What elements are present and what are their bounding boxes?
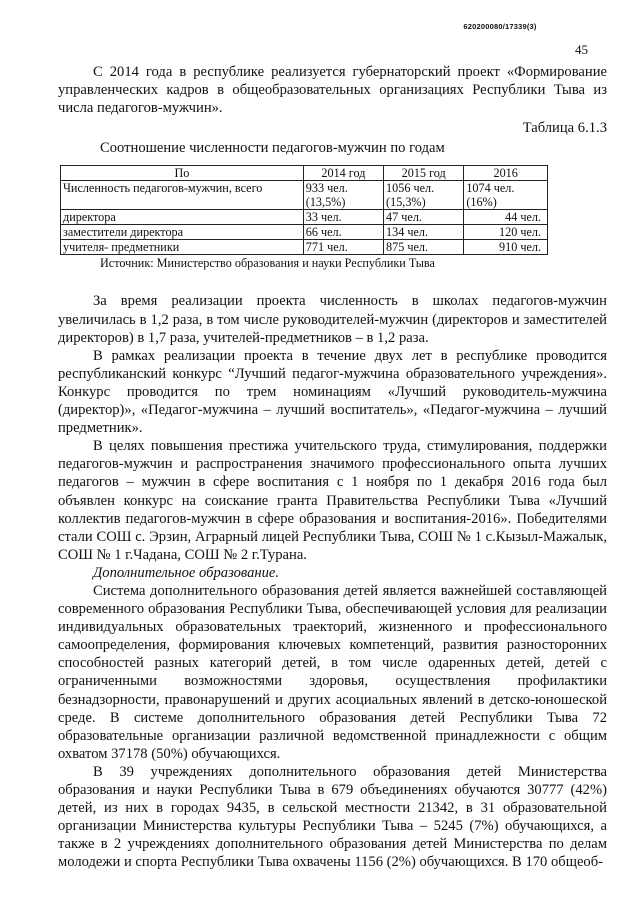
table-title: Соотношение численности педагогов-мужчин по годам: [100, 140, 445, 157]
table-cell: 44 чел.: [464, 210, 548, 225]
table-header-cell: 2015 год: [384, 166, 464, 181]
intro-paragraph: С 2014 года в республике реализуется губернаторский проект «Формирование управленческих кадров в общеобразовательных организациях Республики Тыва из числа педагогов-мужчин».: [58, 64, 607, 117]
table-caption: Таблица 6.1.3: [522, 120, 607, 137]
table-source: Источник: Министерство образования и науки Республики Тыва: [100, 256, 435, 271]
table-row: [61, 240, 548, 255]
table-cell: заместители директора: [61, 225, 304, 240]
table-cell: 120 чел.: [464, 225, 548, 240]
teachers-table: [60, 165, 548, 255]
paragraph: В рамках реализации проекта в течение двух лет в республике проводится республиканский конкурс “Лучший педагог-мужчина образовательного учреждения». Конкурс проводится по трем номинациям «Лучший руководитель-мужчина (директор)», «Педагог-мужчина – лучший воспитатель», «Педагог-мужчина – лучший предметник».: [58, 347, 607, 437]
table-header-row: [61, 166, 548, 181]
table-cell: 47 чел.: [384, 210, 464, 225]
table-header-cell: 2014 год: [303, 166, 383, 181]
table-cell: 1056 чел. (15,3%): [384, 181, 464, 210]
document-id: 620200080/17339(3): [463, 22, 537, 31]
table-cell: 33 чел.: [303, 210, 383, 225]
table-row: [61, 210, 548, 225]
table-row: [61, 225, 548, 240]
table-cell: 66 чел.: [303, 225, 383, 240]
table-cell: 875 чел.: [384, 240, 464, 255]
paragraph: Система дополнительного образования детей является важнейшей составляющей современного образования Республики Тыва, обеспечивающей условия для реализации индивидуальных образовательных траекторий, жизненного и профессионального самоопределения, формирования ключевых компетенций, развития разносторонних способностей разных категорий детей, в том числе одаренных детей, детей с ограниченными возможностями здоровья, осуществления профилактики безнадзорности, правонарушений и других асоциальных явлений в детско-юношеской среде. В системе дополнительного образования детей Республики Тыва 72 образовательные организации различной ведомственной принадлежности с общим охватом 37178 (50%) обучающихся.: [58, 582, 607, 762]
paragraph: За время реализации проекта численность в школах педагогов-мужчин увеличилась в 1,2 раза, в том числе руководителей-мужчин (директоров и заместителей директоров) в 1,7 раза, учителей-предметников – в 1,2 раза.: [58, 293, 607, 346]
table-cell: 134 чел.: [384, 225, 464, 240]
table-cell: 910 чел.: [464, 240, 548, 255]
table-row: [61, 181, 548, 210]
paragraph: В 39 учреждениях дополнительного образования детей Министерства образования и науки Республики Тыва в 679 объединениях обучаются 30777 (42%) детей, из них в городах 9435, в сельской местности 21342, в 31 образовательной организации Министерства культуры Республики Тыва – 5245 (7%) обучающихся, а также в 2 учреждениях дополнительного образования детей Министерства по делам молодежи и спорта Республики Тыва охвачены 1156 (2%) обучающихся. В 170 общеоб-: [58, 763, 607, 871]
table-cell: 771 чел.: [303, 240, 383, 255]
paragraph: В целях повышения престижа учительского труда, стимулирования, поддержки педагогов-мужчин и распространения значимого профессионального опыта лучших педагогов – мужчин в сфере воспитания с 1 ноября по 1 декабря 2016 года был объявлен конкурс на соискание гранта Правительства Республики Тыва «Лучший коллектив педагогов-мужчин в сфере образования и воспитания-2016». Победителями стали СОШ с. Эрзин, Аграрный лицей Республики Тыва, СОШ № 1 с.Кызыл-Мажалык, СОШ № 1 г.Чадана, СОШ № 2 г.Турана.: [58, 438, 607, 563]
table-cell: 933 чел. (13,5%): [303, 181, 383, 210]
page-content: [58, 63, 607, 871]
table-header-cell: 2016: [464, 166, 548, 181]
table-cell: директора: [61, 210, 304, 225]
page-number: 45: [575, 42, 588, 57]
section-heading: Дополнительное образование.: [93, 564, 280, 581]
table-cell: Численность педагогов-мужчин, всего: [61, 181, 304, 210]
table-cell: учителя- предметники: [61, 240, 304, 255]
spacer: [58, 270, 607, 292]
table-header-cell: По: [61, 166, 304, 181]
table-cell: 1074 чел. (16%): [464, 181, 548, 210]
